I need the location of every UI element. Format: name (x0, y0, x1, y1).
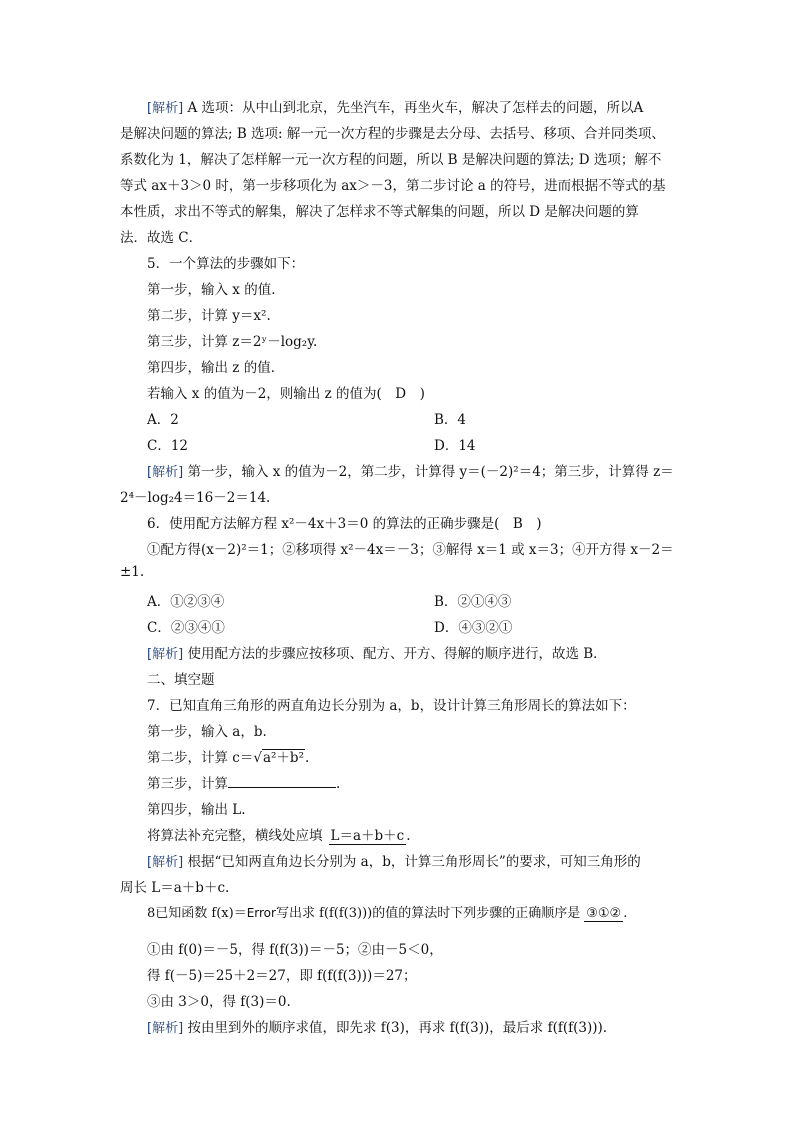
q6-option-d: D．④③②① (434, 620, 513, 636)
q6-steps: ①配方得(x－2)²＝1；②移项得 x²－4x＝－3；③解得 x＝1 或 x＝3；④开方得 x－2＝ (147, 542, 674, 558)
error-marker: Error (246, 906, 276, 920)
q7-fill-prefix: 将算法补充完整，横线处应填 (147, 828, 323, 844)
analysis-text: 使用配方法的步骤应按移项、配方、开方、得解的顺序进行，故选 B． (187, 646, 607, 662)
q7-step-3-prefix: 第三步，计算 (147, 776, 228, 792)
q6-analysis (147, 642, 607, 662)
analysis-tag: [解析] (147, 647, 184, 662)
q5-stem: 5．一个算法的步骤如下： (147, 256, 305, 272)
analysis-text: 第一步，输入 x 的值为－2，第二步，计算得 y＝(－2)²＝4；第三步，计算得 z＝ (187, 464, 674, 480)
q5-option-a: A．2 (147, 412, 179, 428)
analysis-tag: [解析] (147, 1021, 184, 1036)
section-heading: 二、填空题 (147, 672, 215, 688)
q5-option-c: C．12 (147, 438, 189, 454)
q7-step-3-suffix: . (336, 776, 341, 792)
q5-option-d: D．14 (434, 438, 476, 454)
q5-options-row-2 (147, 434, 647, 454)
q5-step-3: 第三步，计算 z＝2ʸ－log₂y. (147, 334, 318, 350)
q6-option-c: C．②③④① (147, 620, 225, 636)
q8-step-line: 得 f(－5)＝25＋2＝27，即 f(f(f(3)))＝27； (147, 968, 417, 984)
q7-step-2-prefix: 第二步，计算 c＝ (147, 750, 254, 766)
sqrt-sign: √ (253, 750, 262, 766)
analysis-tag: [解析] (147, 465, 184, 480)
q7-step-1: 第一步，输入 a，b. (147, 724, 267, 740)
q7-fill-suffix: . (406, 828, 411, 844)
q5-step-2: 第二步，计算 y＝x². (147, 308, 271, 324)
q5-analysis-cont: 2⁴－log₂4＝16－2＝14. (120, 490, 271, 506)
analysis-text: A 选项：从中山到北京，先坐汽车，再坐火车，解决了怎样去的问题，所以A (187, 100, 644, 116)
q8-stem-mid: 写出求 f(f(f(3)))的值的算法时下列步骤的正确顺序是 (275, 906, 581, 921)
q6-options-row-2 (147, 616, 647, 636)
analysis-text: 按由里到外的顺序求值，即先求 f(3)，再求 f(f(3))，最后求 f(f(f(3))). (187, 1020, 608, 1036)
q5-question: 若输入 x 的值为－2，则输出 z 的值为( D ) (147, 386, 425, 402)
q7-step-3 (147, 772, 340, 792)
q8-step-line: ①由 f(0)＝－5，得 f(f(3))＝－5；②由－5＜0， (147, 942, 443, 958)
fill-blank (228, 773, 336, 788)
analysis-line: 是解决问题的算法; B 选项: 解一元一次方程的步骤是去分母、去括号、移项、合并同类项、 (120, 126, 665, 142)
q5-options-row-1 (147, 408, 647, 428)
q6-stem: 6．使用配方法解方程 x²－4x＋3＝0 的算法的正确步骤是( B ) (147, 516, 542, 532)
q8-stem (147, 902, 627, 922)
q5-step-4: 第四步，输出 z 的值． (147, 360, 285, 376)
analysis-line: 系数化为 1，解决了怎样解一元一次方程的问题，所以 B 是解决问题的算法; D 选项；解不 (120, 152, 662, 168)
q6-option-a: A．①②③④ (147, 594, 225, 610)
q7-step-4: 第四步，输出 L. (147, 802, 246, 818)
q7-analysis-cont: 周长 L＝a＋b＋c. (120, 880, 230, 896)
q7-fill-answer: L＝a＋b＋c (329, 824, 407, 845)
q8-stem-prefix: 8已知函数 f(x)＝ (147, 906, 247, 921)
q6-option-b: B．②①④③ (434, 594, 512, 610)
analysis-line (147, 96, 643, 116)
analysis-line: 等式 ax＋3＞0 时，第一步移项化为 ax＞－3，第二步讨论 a 的符号，进而根据不等式的基 (120, 178, 666, 194)
q7-step-2-suffix: . (304, 750, 310, 766)
q5-option-b: B．4 (434, 412, 467, 428)
analysis-text: 根据“已知两直角边长分别为 a，b，计算三角形周长”的要求，可知三角形的 (187, 854, 641, 870)
q8-analysis (147, 1016, 607, 1036)
q8-step-line: ③由 3＞0，得 f(3)＝0. (147, 994, 291, 1010)
analysis-line: 本性质，求出不等式的解集，解决了怎样求不等式解集的问题，所以 D 是解决问题的算 (120, 204, 639, 220)
q5-analysis (147, 460, 674, 480)
q7-stem: 7．已知直角三角形的两直角边长分别为 a，b，设计计算三角形周长的算法如下： (147, 698, 636, 714)
q7-fill (147, 824, 411, 845)
analysis-tag: [解析] (147, 101, 184, 116)
q8-answer: ③①② (586, 906, 622, 921)
q8-stem-suffix: . (623, 906, 628, 921)
q5-step-1: 第一步，输入 x 的值． (147, 282, 285, 298)
analysis-line: 法．故选 C． (120, 230, 203, 246)
q6-steps-cont: ±1. (120, 564, 145, 580)
sqrt-radicand: a²＋b² (262, 750, 304, 766)
q7-analysis (147, 850, 641, 870)
q7-step-2 (147, 746, 309, 766)
q6-options-row-1 (147, 590, 647, 610)
analysis-tag: [解析] (147, 855, 184, 870)
